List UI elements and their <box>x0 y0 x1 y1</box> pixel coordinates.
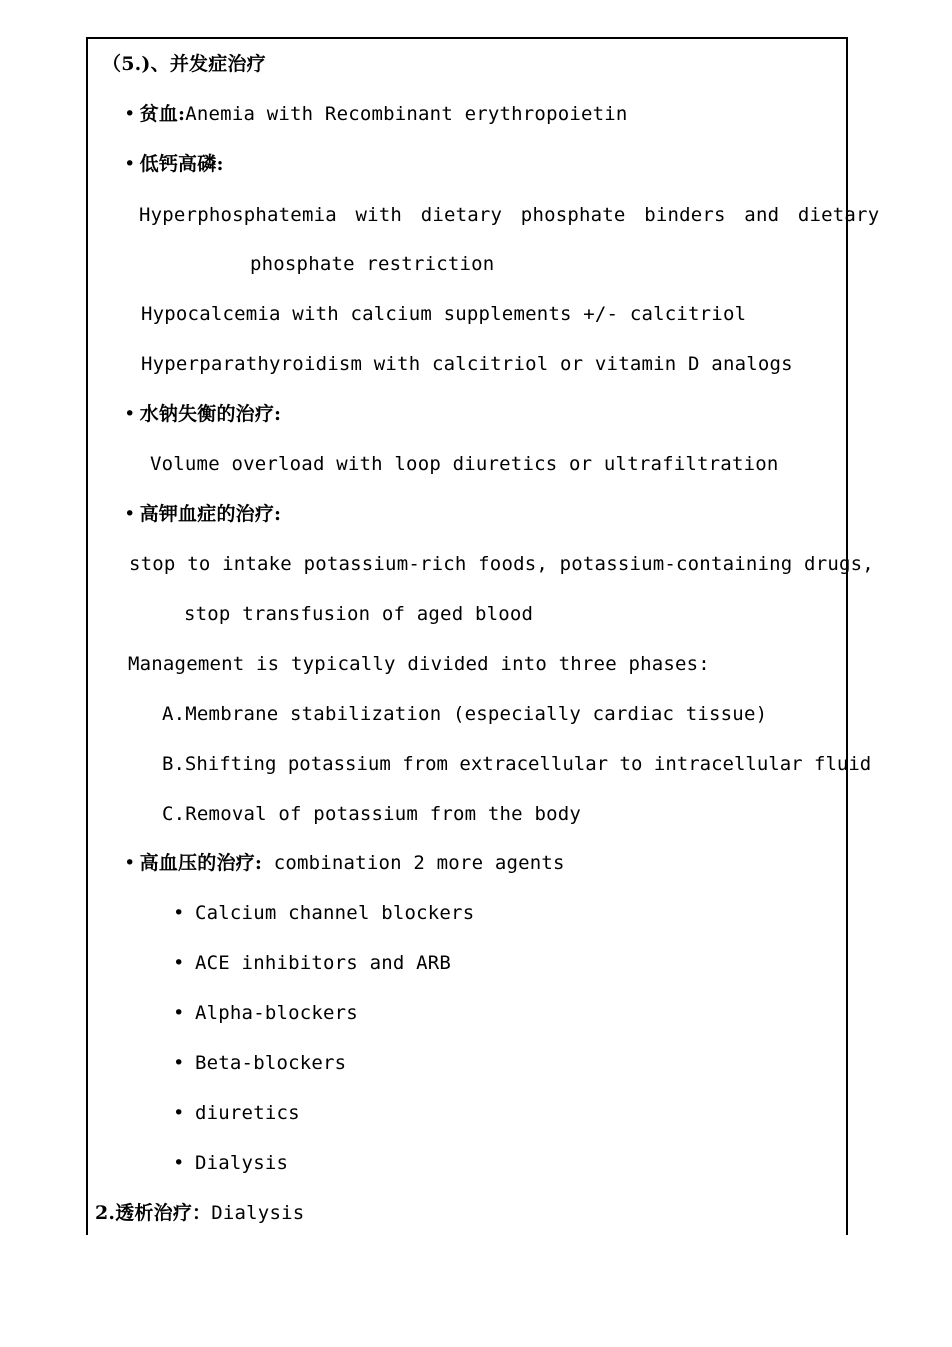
phase-b-text: B.Shifting potassium from extracellular to intracellular fluid <box>162 753 872 775</box>
agent-list-item <box>173 1101 300 1125</box>
hyperparathyroidism-text: Hyperparathyroidism with calcitriol or vitamin D analogs <box>141 353 793 375</box>
dialysis-heading-cn: 2.透析治疗： <box>95 1202 212 1224</box>
bullet-dot: • <box>124 852 136 874</box>
hypertension-heading <box>124 851 565 875</box>
anemia-label: 贫血: <box>139 103 186 125</box>
hyperkalemia-label: 高钾血症的治疗: <box>139 503 282 525</box>
agent-label: Dialysis <box>195 1152 289 1174</box>
agent-list-item <box>173 901 474 925</box>
bullet-dot: • <box>173 1052 185 1074</box>
anemia-text: Anemia with Recombinant erythropoietin <box>185 103 628 125</box>
agent-list-item <box>173 1051 346 1075</box>
agent-list-item <box>173 1151 288 1175</box>
agent-label: diuretics <box>195 1102 300 1124</box>
bullet-dot: • <box>173 952 185 974</box>
stop-intake-text: stop to intake potassium-rich foods, potassium-containing drugs, <box>129 553 874 575</box>
hypertension-label: 高血压的治疗: <box>139 852 263 874</box>
bullet-dot: • <box>124 503 136 525</box>
agent-label: ACE inhibitors and ARB <box>195 952 452 974</box>
agent-label: Calcium channel blockers <box>195 902 475 924</box>
hyperphosphatemia-text: Hyperphosphatemia with dietary phosphate binders and dietary <box>139 204 880 226</box>
phase-c-text: C.Removal of potassium from the body <box>162 803 582 825</box>
bullet-dot: • <box>173 1002 185 1024</box>
water-sodium-label: 水钠失衡的治疗: <box>139 403 282 425</box>
hyperkalemia-heading <box>124 502 281 526</box>
water-sodium-heading <box>124 402 281 426</box>
anemia-item <box>124 102 628 126</box>
bullet-dot: • <box>173 1152 185 1174</box>
bullet-dot: • <box>124 103 136 125</box>
agent-label: Alpha-blockers <box>195 1002 358 1024</box>
calcium-phos-heading <box>124 152 224 176</box>
hypertension-en-label: combination 2 more agents <box>262 852 565 874</box>
agent-list-item <box>173 1001 358 1025</box>
volume-overload-text: Volume overload with loop diuretics or ultrafiltration <box>150 453 779 475</box>
phase-a-text: A.Membrane stabilization (especially cardiac tissue) <box>162 703 768 725</box>
hypocalcemia-text: Hypocalcemia with calcium supplements +/- calcitriol <box>141 303 747 325</box>
agent-label: Beta-blockers <box>195 1052 347 1074</box>
calcium-phos-label: 低钙高磷: <box>139 153 224 175</box>
stop-transfusion-text: stop transfusion of aged blood <box>184 603 534 625</box>
dialysis-heading-en: Dialysis <box>211 1202 305 1224</box>
bullet-dot: • <box>173 1102 185 1124</box>
management-phases-text: Management is typically divided into three phases: <box>128 653 710 675</box>
bullet-dot: • <box>173 902 185 924</box>
phosphate-restriction-text: phosphate restriction <box>250 253 495 275</box>
agent-list-item <box>173 951 451 975</box>
dialysis-section-heading <box>95 1201 304 1225</box>
bullet-dot: • <box>124 403 136 425</box>
section-heading: （5.)、并发症治疗 <box>102 53 266 75</box>
bullet-dot: • <box>124 153 136 175</box>
